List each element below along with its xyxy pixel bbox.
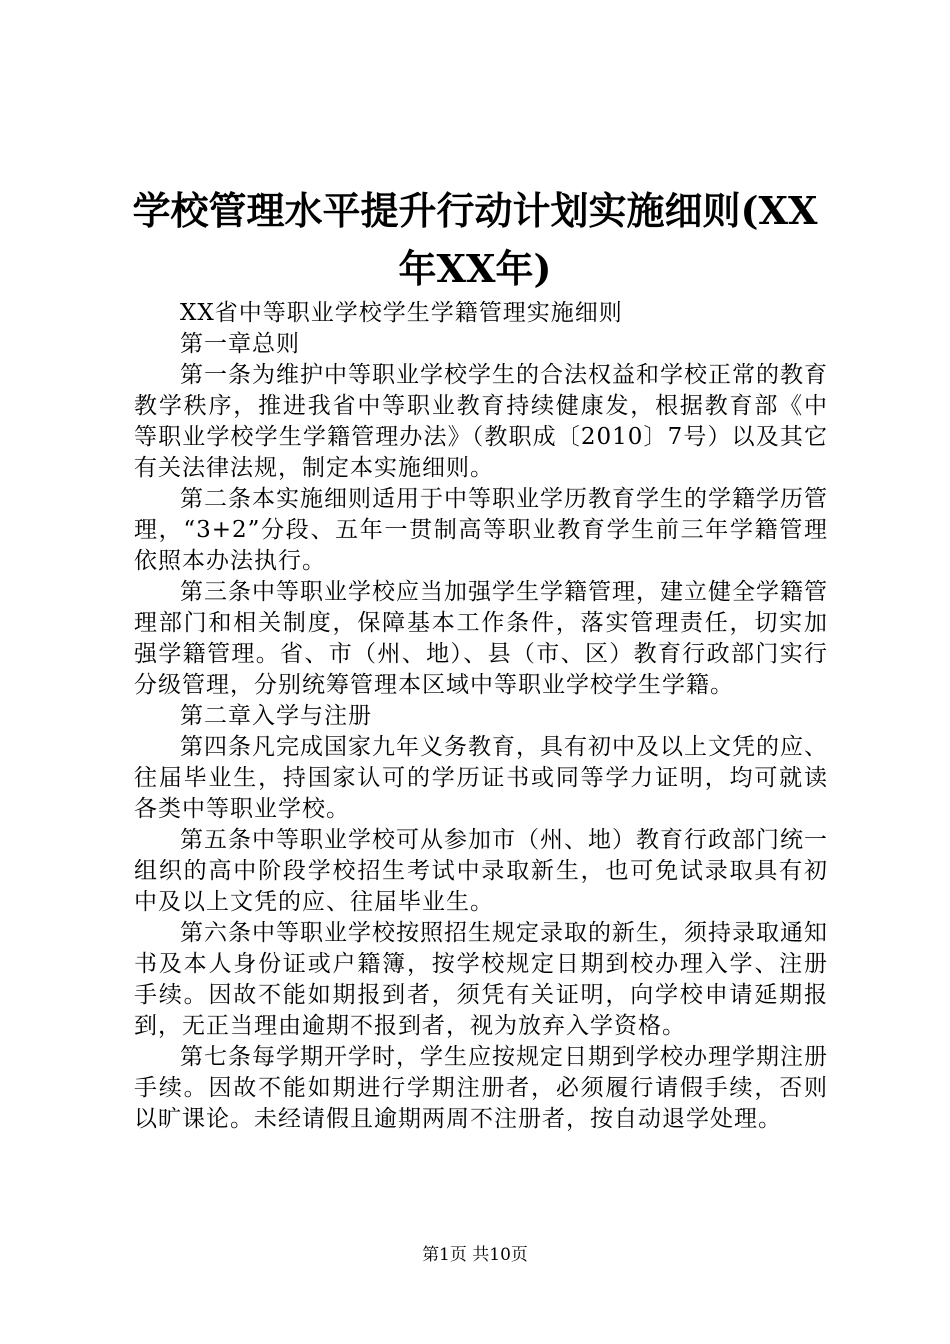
page-footer: 第1页 共10页	[422, 1245, 528, 1265]
article-paragraph: 第六条中等职业学校按照招生规定录取的新生，须持录取通知书及本人身份证或户籍簿，按学校规定日期到校办理入学、注册手续。因故不能如期报到者，须凭有关证明，向学校申请延期报到，无正当理由逾期不报到者，视为放弃入学资格。	[134, 920, 828, 1039]
article-paragraph: 第七条每学期开学时，学生应按规定日期到学校办理学期注册手续。因故不能如期进行学期注册者，必须履行请假手续，否则以旷课论。未经请假且逾期两周不注册者，按自动退学处理。	[134, 1044, 828, 1132]
document-title: 学校管理水平提升行动计划实施细则(XX年XX年)	[132, 188, 818, 291]
article-paragraph: 第一条为维护中等职业学校学生的合法权益和学校正常的教育教学秩序，推进我省中等职业教育持续健康发，根据教育部《中等职业学校学生学籍管理办法》（教职成〔2010〕7号）以及其它有关法律法规，制定本实施细则。	[134, 362, 828, 481]
article-paragraph: 第四条凡完成国家九年义务教育，具有初中及以上文凭的应、往届毕业生，持国家认可的学历证书或同等学力证明，均可就读各类中等职业学校。	[134, 734, 828, 822]
chapter-heading: 第二章入学与注册	[180, 703, 372, 729]
document-body	[134, 298, 828, 1135]
article-paragraph: 第二条本实施细则适用于中等职业学历教育学生的学籍学历管理，“3+2”分段、五年一贯制高等职业教育学生前三年学籍管理依照本办法执行。	[134, 486, 828, 574]
document-subtitle: XX省中等职业学校学生学籍管理实施细则	[180, 300, 623, 326]
article-paragraph: 第五条中等职业学校可从参加市（州、地）教育行政部门统一组织的高中阶段学校招生考试中录取新生，也可免试录取具有初中及以上文凭的应、往届毕业生。	[134, 827, 828, 915]
chapter-heading: 第一章总则	[180, 331, 300, 357]
article-paragraph: 第三条中等职业学校应当加强学生学籍管理，建立健全学籍管理部门和相关制度，保障基本工作条件，落实管理责任，切实加强学籍管理。省、市（州、地）、县（市、区）教育行政部门实行分级管理，分别统筹管理本区域中等职业学校学生学籍。	[134, 579, 828, 698]
